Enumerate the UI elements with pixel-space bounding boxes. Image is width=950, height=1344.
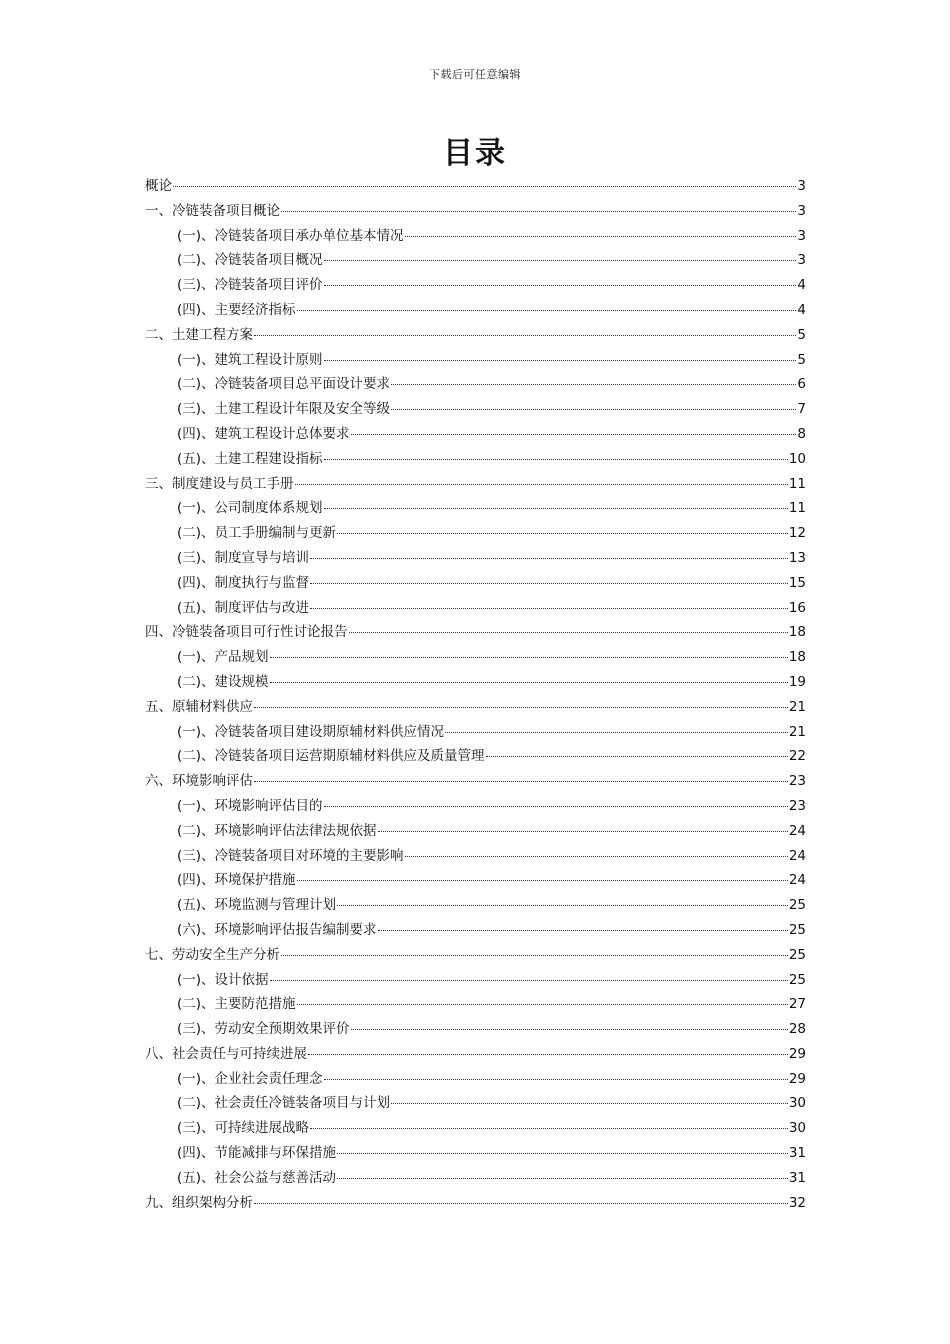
toc-dot-leader (297, 879, 788, 881)
toc-dot-leader (324, 1078, 788, 1080)
toc-dot-leader (308, 1053, 788, 1055)
toc-entry-label: 二、土建工程方案 (145, 326, 253, 343)
toc-entry-label: (一)、产品规划 (177, 649, 269, 666)
toc-entry[interactable] (145, 298, 806, 323)
toc-dot-leader (337, 904, 788, 906)
toc-entry[interactable] (145, 1091, 806, 1116)
toc-entry-label: (三)、制度宣导与培训 (177, 549, 310, 566)
toc-entry[interactable] (145, 769, 806, 794)
table-of-contents (145, 174, 806, 1215)
toc-entry-page-number: 8 (797, 425, 806, 442)
toc-entry-label: 九、组织架构分析 (145, 1194, 253, 1211)
toc-entry[interactable] (145, 844, 806, 869)
toc-entry-page-number: 11 (788, 475, 806, 492)
toc-entry-label: (一)、环境影响评估目的 (177, 797, 323, 814)
toc-entry-label: (一)、公司制度体系规划 (177, 500, 323, 517)
toc-dot-leader (270, 681, 788, 683)
toc-entry-page-number: 25 (788, 921, 806, 938)
header-note: 下载后可任意编辑 (429, 68, 521, 81)
toc-entry-page-number: 27 (788, 996, 806, 1013)
toc-entry-label: (四)、环境保护措施 (177, 872, 296, 889)
toc-dot-leader (324, 284, 797, 286)
toc-dot-leader (337, 1177, 788, 1179)
toc-dot-leader (337, 532, 788, 534)
toc-entry-page-number: 22 (788, 748, 806, 765)
toc-entry-label: 七、劳动安全生产分析 (145, 946, 280, 963)
toc-entry-page-number: 5 (797, 351, 806, 368)
toc-dot-leader (281, 210, 796, 212)
toc-entry[interactable] (145, 348, 806, 373)
toc-dot-leader (297, 1003, 788, 1005)
toc-entry-label: (二)、冷链装备项目总平面设计要求 (177, 376, 391, 393)
toc-entry[interactable] (145, 720, 806, 745)
toc-entry-label: (二)、主要防范措施 (177, 996, 296, 1013)
toc-entry-label: 六、环境影响评估 (145, 773, 253, 790)
toc-dot-leader (351, 1028, 788, 1030)
toc-entry-label: 八、社会责任与可持续进展 (145, 1045, 307, 1062)
toc-entry[interactable] (145, 199, 806, 224)
toc-entry-page-number: 11 (788, 500, 806, 517)
toc-entry-label: (四)、主要经济指标 (177, 301, 296, 318)
toc-dot-leader (254, 780, 788, 782)
toc-entry-page-number: 24 (788, 822, 806, 839)
toc-dot-leader (295, 483, 788, 485)
toc-entry[interactable] (145, 1017, 806, 1042)
toc-dot-leader (254, 706, 788, 708)
toc-entry[interactable] (145, 992, 806, 1017)
toc-entry-page-number: 28 (788, 1021, 806, 1038)
toc-entry[interactable] (145, 571, 806, 596)
toc-entry-label: 一、冷链装备项目概论 (145, 202, 280, 219)
toc-entry-page-number: 30 (788, 1095, 806, 1112)
toc-entry[interactable] (145, 645, 806, 670)
toc-dot-leader (310, 557, 788, 559)
toc-entry[interactable] (145, 620, 806, 645)
toc-dot-leader (297, 309, 797, 311)
toc-entry-page-number: 24 (788, 847, 806, 864)
toc-entry-label: (五)、制度评估与改进 (177, 599, 310, 616)
toc-dot-leader (405, 855, 788, 857)
toc-entry[interactable] (145, 670, 806, 695)
toc-dot-leader (254, 334, 796, 336)
toc-entry[interactable] (145, 819, 806, 844)
toc-dot-leader (324, 805, 788, 807)
toc-entry-page-number: 3 (797, 252, 806, 269)
toc-entry-page-number: 29 (788, 1045, 806, 1062)
toc-entry-label: (二)、冷链装备项目运营期原辅材料供应及质量管理 (177, 748, 485, 765)
toc-dot-leader (254, 1202, 788, 1204)
toc-dot-leader (351, 433, 797, 435)
toc-entry-label: (二)、社会责任冷链装备项目与计划 (177, 1095, 391, 1112)
toc-entry-page-number: 16 (788, 599, 806, 616)
toc-entry[interactable] (145, 695, 806, 720)
toc-entry[interactable] (145, 794, 806, 819)
toc-entry-page-number: 7 (797, 401, 806, 418)
toc-entry[interactable] (145, 1042, 806, 1067)
toc-entry-page-number: 32 (788, 1194, 806, 1211)
toc-entry-page-number: 6 (797, 376, 806, 393)
toc-entry-label: (三)、土建工程设计年限及安全等级 (177, 401, 391, 418)
toc-entry[interactable] (145, 397, 806, 422)
toc-dot-leader (391, 383, 796, 385)
toc-entry[interactable] (145, 224, 806, 249)
toc-entry-page-number: 25 (788, 971, 806, 988)
toc-entry-label: (二)、员工手册编制与更新 (177, 525, 337, 542)
toc-entry-label: 三、制度建设与员工手册 (145, 475, 294, 492)
toc-dot-leader (445, 731, 788, 733)
toc-entry[interactable] (145, 1116, 806, 1141)
toc-entry-label: (三)、冷链装备项目对环境的主要影响 (177, 847, 404, 864)
toc-dot-leader (270, 979, 788, 981)
toc-entry-page-number: 3 (797, 202, 806, 219)
toc-entry-label: (四)、制度执行与监督 (177, 574, 310, 591)
toc-dot-leader (378, 929, 788, 931)
toc-entry-label: (一)、设计依据 (177, 971, 269, 988)
toc-entry-label: (二)、环境影响评估法律法规依据 (177, 822, 377, 839)
toc-entry-page-number: 3 (797, 227, 806, 244)
toc-entry-page-number: 18 (788, 624, 806, 641)
toc-entry[interactable] (145, 472, 806, 497)
toc-entry[interactable] (145, 248, 806, 273)
toc-entry-page-number: 4 (797, 277, 806, 294)
toc-entry[interactable] (145, 546, 806, 571)
toc-dot-leader (324, 507, 788, 509)
toc-dot-leader (405, 235, 797, 237)
toc-entry-page-number: 29 (788, 1070, 806, 1087)
toc-dot-leader (486, 755, 788, 757)
toc-entry[interactable] (145, 273, 806, 298)
toc-entry-label: (二)、建设规模 (177, 673, 269, 690)
toc-entry-label: (一)、冷链装备项目承办单位基本情况 (177, 227, 404, 244)
toc-entry-page-number: 31 (788, 1145, 806, 1162)
toc-dot-leader (310, 1127, 788, 1129)
toc-entry[interactable] (145, 596, 806, 621)
toc-dot-leader (324, 458, 788, 460)
toc-entry[interactable] (145, 372, 806, 397)
toc-entry-page-number: 23 (788, 773, 806, 790)
toc-entry-label: (四)、节能减排与环保措施 (177, 1145, 337, 1162)
toc-entry-label: (五)、环境监测与管理计划 (177, 897, 337, 914)
toc-dot-leader (349, 631, 788, 633)
toc-entry[interactable] (145, 521, 806, 546)
toc-entry-label: 四、冷链装备项目可行性讨论报告 (145, 624, 348, 641)
toc-entry[interactable] (145, 447, 806, 472)
toc-entry-label: (三)、可持续进展战略 (177, 1120, 310, 1137)
toc-dot-leader (173, 185, 796, 187)
page-title: 目录 (443, 136, 507, 171)
toc-entry-page-number: 3 (797, 178, 806, 194)
toc-entry[interactable] (145, 918, 806, 943)
toc-entry[interactable] (145, 968, 806, 993)
toc-entry-page-number: 31 (788, 1169, 806, 1186)
toc-dot-leader (270, 656, 788, 658)
toc-entry[interactable] (145, 496, 806, 521)
toc-entry-page-number: 19 (788, 673, 806, 690)
toc-entry-page-number: 12 (788, 525, 806, 542)
toc-entry[interactable] (145, 744, 806, 769)
toc-entry[interactable] (145, 1067, 806, 1092)
toc-dot-leader (281, 954, 788, 956)
toc-entry-label: (五)、社会公益与慈善活动 (177, 1169, 337, 1186)
toc-entry[interactable] (145, 1191, 806, 1216)
toc-dot-leader (378, 830, 788, 832)
toc-entry-label: (一)、冷链装备项目建设期原辅材料供应情况 (177, 723, 445, 740)
toc-entry-label: (一)、企业社会责任理念 (177, 1070, 323, 1087)
toc-dot-leader (310, 607, 788, 609)
toc-entry[interactable] (145, 868, 806, 893)
toc-entry[interactable] (145, 174, 806, 199)
toc-entry-page-number: 30 (788, 1120, 806, 1137)
toc-entry-page-number: 5 (797, 326, 806, 343)
toc-entry[interactable] (145, 323, 806, 348)
toc-dot-leader (324, 359, 797, 361)
toc-entry-label: (三)、劳动安全预期效果评价 (177, 1021, 350, 1038)
toc-entry-label: 概论 (145, 178, 172, 194)
toc-entry[interactable] (145, 422, 806, 447)
toc-dot-leader (391, 1102, 788, 1104)
toc-entry-page-number: 23 (788, 797, 806, 814)
toc-dot-leader (324, 259, 797, 261)
toc-entry-label: (二)、冷链装备项目概况 (177, 252, 323, 269)
toc-entry[interactable] (145, 1141, 806, 1166)
toc-entry-page-number: 13 (788, 549, 806, 566)
toc-entry-label: (五)、土建工程建设指标 (177, 450, 323, 467)
toc-entry[interactable] (145, 943, 806, 968)
toc-entry-page-number: 25 (788, 897, 806, 914)
toc-entry-page-number: 15 (788, 574, 806, 591)
toc-dot-leader (337, 1152, 788, 1154)
toc-entry-page-number: 21 (788, 723, 806, 740)
toc-entry[interactable] (145, 893, 806, 918)
toc-entry-page-number: 4 (797, 301, 806, 318)
toc-dot-leader (391, 408, 796, 410)
toc-entry-label: (四)、建筑工程设计总体要求 (177, 425, 350, 442)
toc-entry-page-number: 10 (788, 450, 806, 467)
toc-entry-page-number: 24 (788, 872, 806, 889)
toc-entry[interactable] (145, 1166, 806, 1191)
toc-entry-label: 五、原辅材料供应 (145, 698, 253, 715)
toc-entry-page-number: 18 (788, 649, 806, 666)
toc-entry-label: (六)、环境影响评估报告编制要求 (177, 921, 377, 938)
toc-entry-label: (一)、建筑工程设计原则 (177, 351, 323, 368)
toc-entry-page-number: 21 (788, 698, 806, 715)
toc-dot-leader (310, 582, 788, 584)
toc-entry-label: (三)、冷链装备项目评价 (177, 277, 323, 294)
toc-entry-page-number: 25 (788, 946, 806, 963)
